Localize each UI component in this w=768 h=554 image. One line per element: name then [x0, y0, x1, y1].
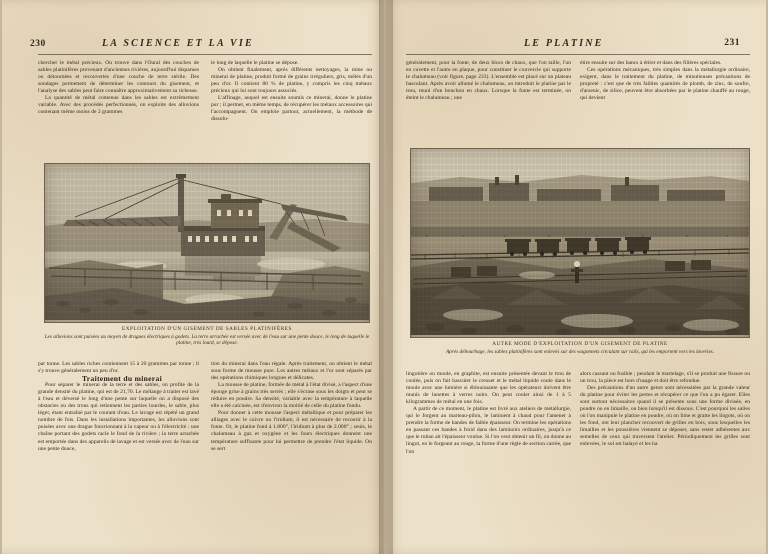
running-head-right	[404, 38, 748, 51]
running-title-right: LE PLATINE	[524, 38, 604, 49]
figure-caption-right	[410, 341, 750, 355]
caption-title: AUTRE MODE D'EXPLOITATION D'UN GISEMENT DE PLATINE	[492, 341, 668, 347]
left-col2-bottom	[211, 361, 372, 453]
section-heading: Traitement du minerai	[82, 374, 162, 384]
paragraph: La mousse de platine, formée de métal à l'état divisé, a l'aspect d'une éponge grise à grains très serrés ; elle s'écrase sous les doigts et peut se réduire en poudre. Sa densité, variable avec la température à laquelle elle a été calcinée, est d'environ la moitié de celle du platine fondu.	[211, 382, 372, 410]
page-left	[2, 0, 384, 554]
paragraph: étire ensuite sur des bancs à étirer et dans des filières spéciales.	[580, 60, 722, 66]
photo-vignette	[45, 164, 369, 322]
figure-right	[410, 148, 750, 355]
right-col2-bottom	[580, 371, 750, 449]
paragraph: lingotière ou moule, en graphite, est ensuite présentée devant le trou de coulée, puis on fait basculer le creuset et le métal liquide coule dans le moule avec une lumière si éblouissante que les opérateurs doivent être munis de lunettes à verres noirs. On peut couler ainsi de 1 à 5 kilogrammes de métal en une fois.	[406, 371, 571, 406]
left-col2-top	[211, 60, 372, 123]
running-head-left	[30, 38, 360, 51]
paragraph: par tonne. Les sables riches contiennent 15 à 20 grammes par tonne ; il s'y trouve généralement un peu d'or.	[38, 361, 199, 375]
paragraph: La quantité de métal contenue dans les sables est extrêmement variable. Avec des procédés perfectionnés, on exploite des alluvions contenant même moins de 2 grammes	[38, 95, 199, 116]
paragraph: généralement, pour la fonte, de deux blocs de chaux, que l'on taille, l'un en cuvette et l'autre en plaque, pour constituer le couvercle qui supporte le chalumeau (voir figure, page 233). L'ensemble est placé sur un plateau basculant. Après avoir allumé le chalumeau, on introduit le platine par le trou, muni d'un bouchon en chaux. Lorsque la fonte est terminée, on éteint le chalumeau ; une	[406, 60, 571, 102]
paragraph: alors cassant ou fusible ; pendant le martelage, s'il se produit une fissure ou un trou, la pièce est hors d'usage et doit être refondue.	[580, 371, 750, 385]
paragraph: Ces opérations mécaniques, très simples dans la métallurgie ordinaire, exigent, dans le traitement du platine, de minutieuses précautions de propreté : c'est que de très faibles quantités de plomb, de zinc, de soufre, d'arsenic, de silice, peuvent être absorbées par le platine chauffé au rouge, qui devient	[580, 67, 750, 102]
left-col1-bottom	[38, 361, 199, 453]
paragraph: Des précautions d'un autre genre sont nécessitées par la grande valeur du platine pour éviter les pertes et récupérer ce que l'on a pu égarer. Elles sont surtout nécessaires quand il se présente sous une forme divisée, en poudre ou en limaille, ou bien lorsqu'il est dissous. C'est pourquoi les salles où l'on manipule le platine en poudre, où on lime et gratte les lingots, où on les fond, ont leur plancher recouvert de grilles en bois, sous lesquelles les limailles et les poussières viennent se déposer, sans rester adhérentes aux semelles de ceux qui traversent l'atelier. Périodiquement les grilles sont enlevées, le sol est balayé et les ba	[580, 385, 750, 448]
paragraph: A partir de ce moment, le platine est livré aux ateliers de métallurgie, qui le forgent au marteau-pilon, le laminent à chaud pour l'amener à prendre la forme de bandes de faible épaisseur. On termine les opérations en passant ces bandes à froid dans des laminoirs ordinaires, jusqu'à ce que le ruban ait l'épaisseur voulue. Si l'on veut obtenir un fil, on donne au lingot, en le forgeant au rouge, la forme d'une règle de section carrée, que l'on	[406, 406, 571, 455]
header-rule-left	[38, 54, 372, 55]
paragraph: On obtient finalement, après différents nettoyages, la mine ou minerai de platine, produit formé de grains irréguliers, gris, mêlés d'un peu d'or. Il contient 80 % de platine, y compris les cinq métaux précieux qui lui sont toujours associés.	[211, 67, 372, 95]
right-col2-top	[580, 60, 750, 102]
left-col1-top	[38, 60, 199, 116]
paragraph: tion du minerai dans l'eau régale. Après traitement, on obtient le métal sous forme de mousse pure. Les autres métaux et l'or sont séparés par des opérations chimiques longues et délicates.	[211, 361, 372, 382]
paragraph: Pour séparer le minerai de la terre et des sables, on profite de la grande densité du platine, qui est de 21,70. Le mélange à traiter est lavé à l'eau et déversé le long d'une pente sur laquelle on a disposé des obstacles ou des trous qui retiennent les parties lourdes, le sable, plus léger, étant entraîné par le courant d'eau. Le lavage est répété un grand nombre de fois. Dans les installations importantes, les alluvions sont puisées avec une drague fonctionnant à la vapeur ou à l'électricité : une chaîne portant des godets racle le fond de la rivière ; la terre arrachée est emportée dans des appareils de lavage et est versée avec de l'eau sur une pente douce,	[38, 382, 199, 452]
header-rule-right	[406, 54, 750, 55]
caption-text: Les alluvions sont puisées au moyen de dragues électriques à godets. La terre arrachée est versée avec de l'eau sur une pente douce, le long de laquelle le platine, très lourd, se dépose.	[44, 333, 370, 346]
right-col1-bottom	[406, 371, 571, 456]
page-right	[386, 0, 766, 554]
paragraph: Pour donner à cette mousse l'aspect métallique et pour préparer les alliages avec le cuivre ou l'iridium, il est nécessaire de recourir à la fonte. Or, le platine fond à 1.800°, l'iridium à plus de 2.000° ; seuls, le chalumeau à gaz et oxygène et les fours électriques donnent une température suffisante pour lui permettre de prendre l'état liquide. On se sert	[211, 410, 372, 452]
photo-plate-right	[410, 148, 750, 338]
photo-vignette	[411, 149, 749, 337]
paragraph: le long de laquelle le platine se dépose.	[211, 60, 299, 66]
paragraph: chercher le métal précieux. On trouve dans l'Oural des couches de sables platinifères provenant d'anciennes rivières, aujourd'hui disparues ou détournées et recouvertes d'une couche de terre stérile. Des sondages permettent de déterminer les contours du gisement, et l'analyse des sables peut faire connaître approximativement sa richesse.	[38, 60, 199, 95]
caption-title: EXPLOITATION D'UN GISEMENT DE SABLES PLATINIFÈRES	[122, 326, 292, 332]
running-title-left: LA SCIENCE ET LA VIE	[102, 38, 254, 49]
figure-caption-left	[44, 326, 370, 346]
folio-right: 231	[724, 38, 740, 48]
caption-text: Après débourbage, les sables platinifères sont enlevés sur des wagonnets circulant sur rails, qui les emportent vers les laveries.	[445, 348, 715, 355]
photo-plate-left	[44, 163, 370, 323]
figure-left	[44, 163, 370, 346]
folio-left: 230	[30, 39, 46, 49]
paragraph: L'affinage, auquel est ensuite soumis ce minerai, donne le platine pur ; il permet, en même temps, de récupérer les métaux accessoires qui l'accompagnent. On emploie partout, actuellement, la méthode de dissolu-	[211, 95, 372, 123]
right-col1-top	[406, 60, 571, 102]
